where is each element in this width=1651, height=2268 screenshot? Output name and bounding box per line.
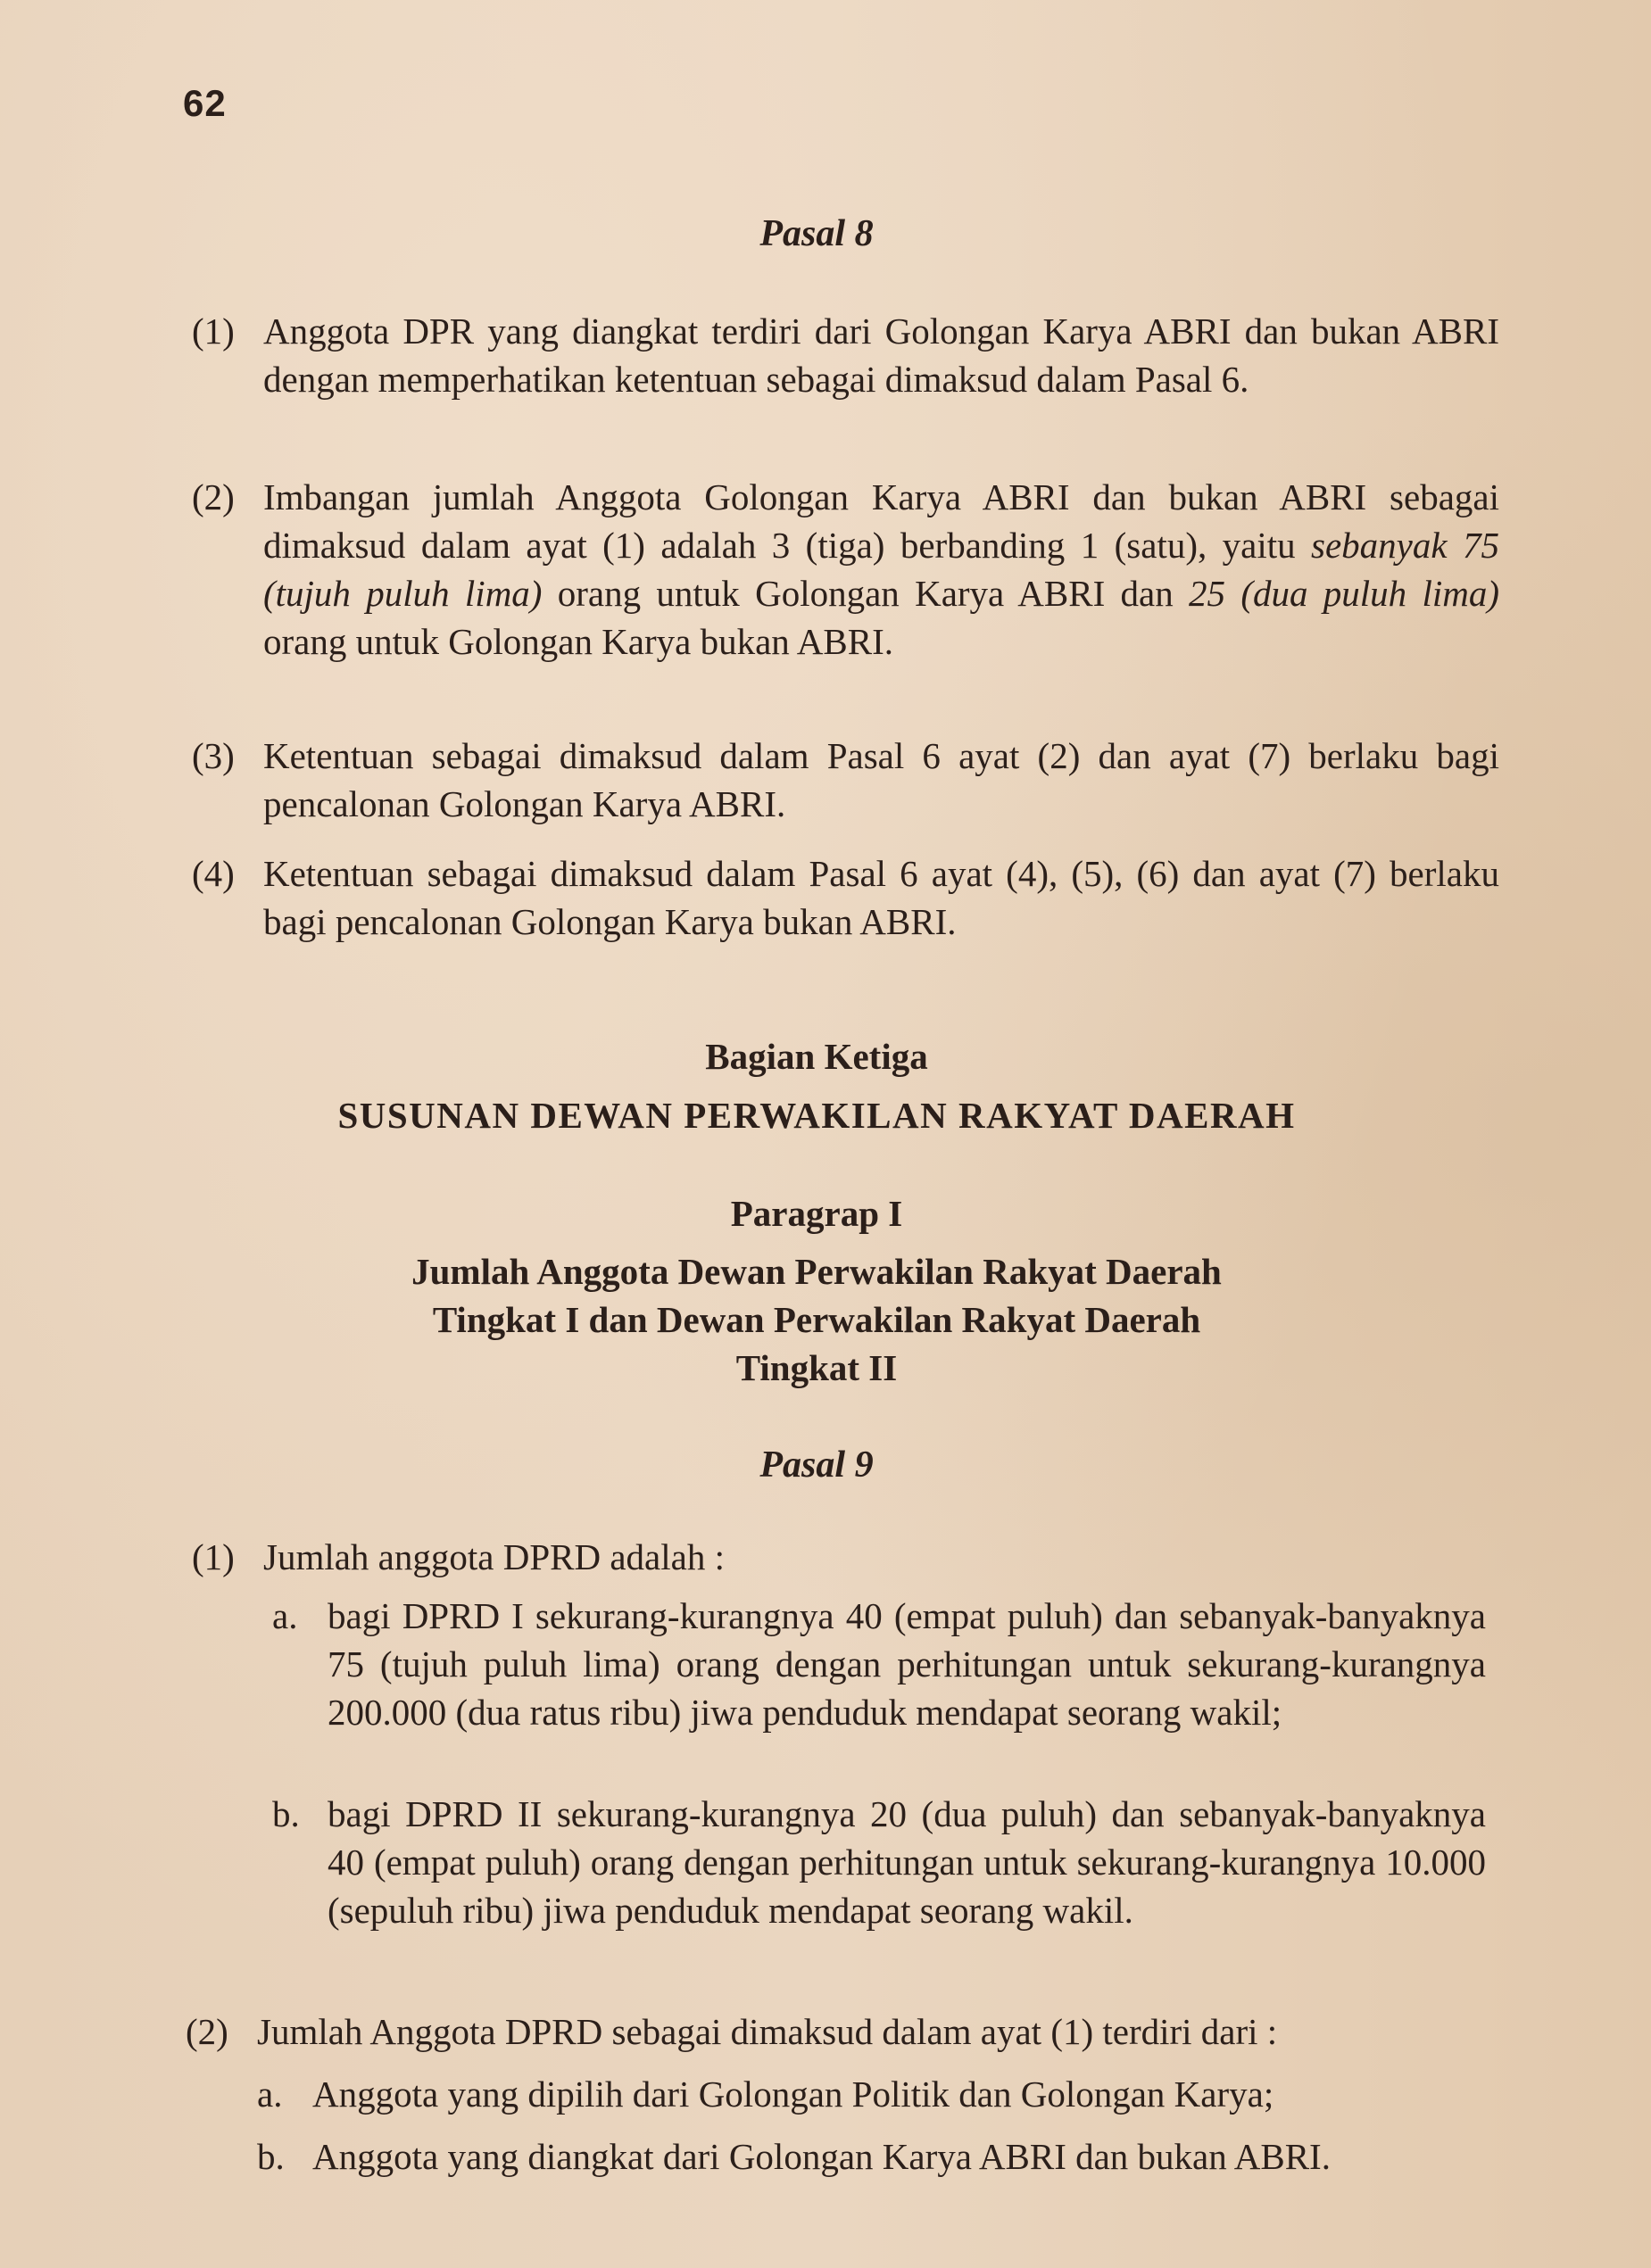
pasal-8-item-2 <box>192 473 1499 666</box>
paragrap-label: Paragrap I <box>730 1193 903 1234</box>
sub-letter: b. <box>272 1793 300 1834</box>
item-text: Anggota DPR yang diangkat terdiri dari Golongan Karya ABRI dan bukan ABRI dengan memperhatikan ketentuan sebagai dimaksud dalam Pasal 6. <box>263 310 1499 400</box>
item-text: Jumlah anggota DPRD adalah : <box>263 1536 725 1577</box>
sub-text: Anggota yang diangkat dari Golongan Karya ABRI dan bukan ABRI. <box>312 2136 1331 2177</box>
item-number: (1) <box>192 1536 235 1577</box>
sub-text: Anggota yang dipilih dari Golongan Politik dan Golongan Karya; <box>312 2073 1274 2115</box>
pasal-9-item-1-sub-a <box>272 1592 1486 1736</box>
pasal-8-title: Pasal 8 <box>759 213 874 254</box>
item-text: Jumlah Anggota DPRD sebagai dimaksud dalam ayat (1) terdiri dari : <box>257 2011 1278 2052</box>
pasal-9-item-2-sub-a <box>257 2070 1471 2118</box>
item-text-part: orang untuk Golongan Karya bukan ABRI. <box>263 621 893 662</box>
paragrap-title-line-1: Jumlah Anggota Dewan Perwakilan Rakyat Daerah <box>411 1251 1222 1292</box>
item-number: (2) <box>186 2011 228 2052</box>
item-number: (4) <box>192 853 235 894</box>
pasal-8-item-3 <box>192 732 1499 828</box>
item-text: Ketentuan sebagai dimaksud dalam Pasal 6 ayat (4), (5), (6) dan ayat (7) berlaku bagi pencalonan Golongan Karya bukan ABRI. <box>263 853 1499 942</box>
item-text-italic: 25 (dua puluh lima) <box>1189 573 1500 614</box>
item-number: (3) <box>192 735 235 776</box>
sub-text: bagi DPRD I sekurang-kurangnya 40 (empat puluh) dan sebanyak-banyaknya 75 (tujuh puluh lima) orang dengan perhitungan untuk sekurang-kurangnya 200.000 (dua ratus ribu) jiwa penduduk mendapat seorang wakil; <box>328 1595 1486 1733</box>
pasal-9-item-2 <box>186 2007 1493 2056</box>
item-text-part: Imbangan jumlah Anggota Golongan Karya ABRI dan bukan ABRI sebagai dimaksud dalam ayat (1) adalah 3 (tiga) berbanding 1 (satu), yaitu <box>263 476 1499 566</box>
sub-letter: b. <box>257 2136 285 2177</box>
pasal-8-item-1 <box>192 307 1499 403</box>
pasal-9-title: Pasal 9 <box>759 1444 874 1486</box>
sub-letter: a. <box>272 1595 298 1636</box>
sub-letter: a. <box>257 2073 283 2115</box>
pasal-9-item-2-sub-b <box>257 2132 1471 2181</box>
item-text: Ketentuan sebagai dimaksud dalam Pasal 6 ayat (2) dan ayat (7) berlaku bagi pencalonan Golongan Karya ABRI. <box>263 735 1499 824</box>
bagian-label: Bagian Ketiga <box>705 1036 928 1077</box>
paragrap-title-line-3: Tingkat II <box>735 1347 898 1388</box>
item-text-part: orang untuk Golongan Karya ABRI dan <box>542 573 1190 614</box>
sub-text: bagi DPRD II sekurang-kurangnya 20 (dua puluh) dan sebanyak-banyaknya 40 (empat puluh) orang dengan perhitungan untuk sekurang-kurangnya 10.000 (sepuluh ribu) jiwa penduduk mendapat seorang wakil. <box>328 1793 1486 1931</box>
page-number: 62 <box>183 82 227 124</box>
item-text <box>263 473 1499 666</box>
item-text-italic: sebanyak 75 (tujuh puluh lima) <box>263 525 1499 614</box>
bagian-title: SUSUNAN DEWAN PERWAKILAN RAKYAT DAERAH <box>337 1095 1296 1136</box>
item-number: (2) <box>192 476 235 517</box>
paragrap-title-line-2: Tingkat I dan Dewan Perwakilan Rakyat Daerah <box>432 1299 1201 1340</box>
pasal-8-item-4 <box>192 849 1499 946</box>
pasal-9-item-1-sub-b <box>272 1790 1486 1934</box>
item-number: (1) <box>192 310 235 352</box>
pasal-9-item-1 <box>192 1533 1499 1581</box>
